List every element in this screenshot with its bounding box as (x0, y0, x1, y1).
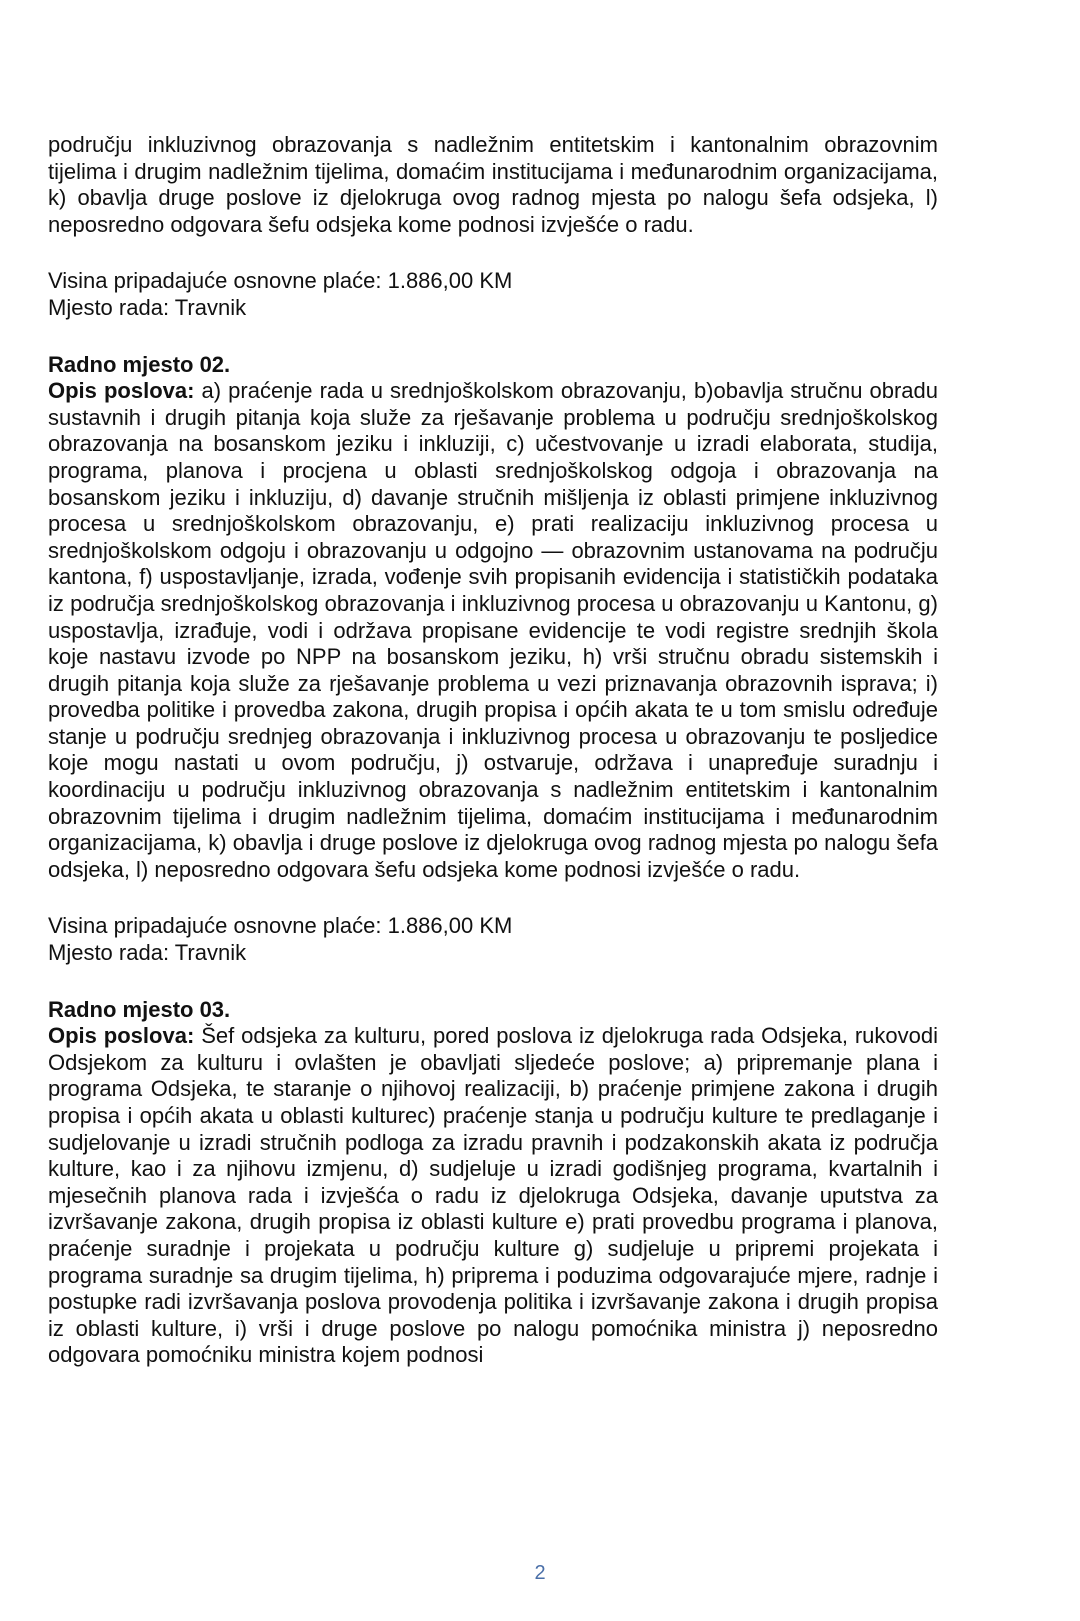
description-label: Opis poslova: (48, 378, 195, 404)
position-02-description (48, 378, 938, 883)
salary-line: Visina pripadajuće osnovne plaće: 1.886,00 KM (48, 268, 513, 294)
position-02-heading: Radno mjesto 02. (48, 351, 231, 377)
page-number: 2 (534, 1562, 546, 1584)
description-label: Opis poslova: (48, 1023, 195, 1049)
intro-paragraph: području inkluzivnog obrazovanja s nadležnim entitetskim i kantonalnim obrazovnim tijelima i drugim nadležnim tijelima, domaćim institucijama i međunarodnim organizacijama, k) obavlja druge poslove iz djelokruga ovog radnog mjesta po nalogu šefa odsjeka, l) neposredno odgovara šefu odsjeka kome podnosi izvješće o radu. (48, 132, 938, 237)
location-line: Mjesto rada: Travnik (48, 294, 247, 320)
position-03-description (48, 1023, 938, 1369)
location-line: Mjesto rada: Travnik (48, 940, 247, 966)
position-03-heading: Radno mjesto 03. (48, 996, 231, 1022)
description-text: Šef odsjeka za kulturu, pored poslova iz djelokruga rada Odsjeka, rukovodi Odsjekom za kulturu i ovlašten je obavljati sljedeće poslove; a) pripremanje plana i programa Odsjeka, te staranje o njihovoj realizaciji, b) praćenje primjene zakona i drugih propisa i općih akata u oblasti kulturec) praćenje stanja u području kulture te predlaganje i sudjelovanje u izradi stručnih podloga za izradu pravnih i podzakonskih akata iz područja kulture, kao i za njihovu izmjenu, d) sudjeluje u izradi godišnjeg programa, kvartalnih i mjesečnih planova rada i izvješća o radu iz djelokruga Odsjeka, davanje uputstva za izvršavanje zakona, drugih propisa iz oblasti kulture e) prati provedbu programa i planova, praćenje suradnje i projekata u području kulture g) sudjeluje u pripremi projekata i programa suradnje sa drugim tijelima, h) priprema i poduzima odgovarajuće mjere, radnje i postupke radi izvršavanja poslova provodenja politika i izvršavanje zakona i drugih propisa iz oblasti kulture, i) vrši i druge poslove po nalogu pomoćnika ministra j) neposredno odgovara pomoćniku ministra kojem podnosi (48, 1023, 938, 1368)
document-page (48, 132, 938, 1369)
salary-line: Visina pripadajuće osnovne plaće: 1.886,00 KM (48, 913, 513, 939)
description-text: a) praćenje rada u srednjoškolskom obrazovanju, b)obavlja stručnu obradu sustavnih i drugih pitanja koja služe za rješavanje problema u području srednjoškolskog obrazovanja na bosanskom jeziku i inkluziji, c) učestvovanje u izradi elaborata, studija, programa, planova i procjena u oblasti srednjoškolskog odgoja i obrazovanja na bosanskom jeziku i inkluziju, d) davanje stručnih mišljenja iz oblasti primjene inkluzivnog procesa u srednjoškolskom obrazovanju, e) prati realizaciju inkluzivnog procesa u srednjoškolskom odgoju i obrazovanju u odgojno — obrazovnim ustanovama na području kantona, f) uspostavljanje, izrada, vođenje svih propisanih evidencija i statističkih podataka iz područja srednjoškolskog obrazovanja i inkluzivnog procesa u obrazovanju u Kantonu, g) uspostavlja, izrađuje, vodi i održava propisane evidencije te vodi registre srednjih škola koje nastavu izvode po NPP na bosanskom jeziku, h) vrši stručnu obradu sistemskih i drugih pitanja koja služe za rješavanje problema u vezi priznavanja obrazovnih isprava; i) provedba politike i provedba zakona, drugih propisa i općih akata te u tom smislu određuje stanje u području srednjeg obrazovanja i inkluzivnog procesa u obrazovanju te posljedice koje mogu nastati u ovom području, j) ostvaruje, održava i unapređuje suradnju i koordinaciju u području inkluzivnog obrazovanja s nadležnim entitetskim i kantonalnim obrazovnim tijelima i drugim nadležnim tijelima, domaćim institucijama i međunarodnim organizacijama, k) obavlja i druge poslove iz djelokruga ovog radnog mjesta po nalogu šefa odsjeka, l) neposredno odgovara šefu odsjeka kome podnosi izvješće o radu. (48, 378, 938, 882)
